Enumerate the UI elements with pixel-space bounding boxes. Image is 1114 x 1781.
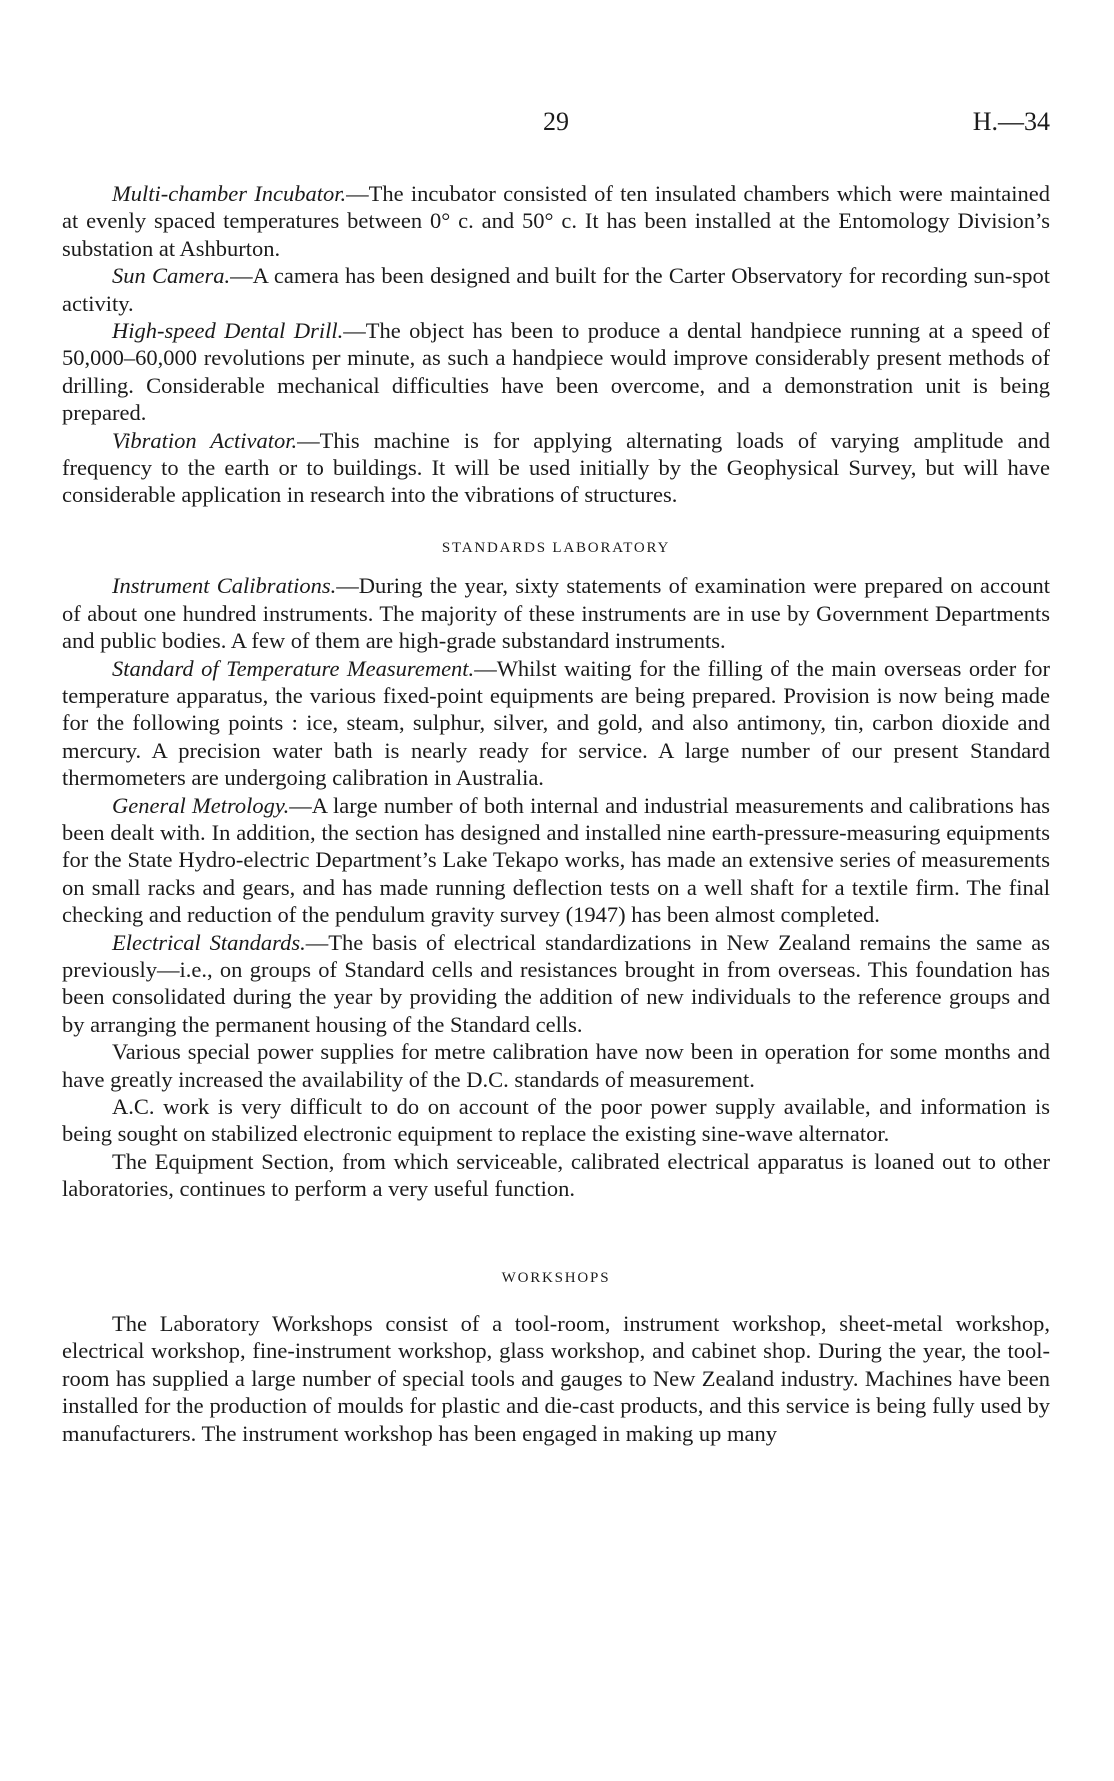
paragraph (62, 427, 1050, 509)
paragraph-lead: General Metrology. (112, 792, 290, 818)
paragraph-lead: High-speed Dental Drill. (112, 318, 344, 344)
paragraph (62, 792, 1050, 929)
page-number: 29 (543, 107, 569, 136)
standards-section (62, 572, 1050, 1202)
intro-section (62, 180, 1050, 509)
paragraph-lead: Multi-chamber Incubator. (112, 181, 347, 206)
paragraph-text: —The object has been to produce a dental handpiece running at a speed of 50,000–60,000 revolutions per minute, as such a handpiece would improve considerably present methods of drilling. Considerable mechanical difficulties have been overcome, and a demonstration unit is being prepared. (62, 318, 1050, 426)
paragraph-lead: Electrical Standards. (112, 929, 306, 955)
paragraph (62, 262, 1050, 317)
paragraph-text: —A large number of both internal and industrial measurements and calibrations has been dealt with. In addition, the section has designed and installed nine earth-pressure-measuring equipments for the State Hydro-electric Department’s Lake Tekapo works, has made an extensive series of measurements on small racks and gears, and has made running deflection tests on a well shaft for a textile firm. The final checking and reduction of the pendulum gravity survey (1947) has been almost completed. (62, 792, 1050, 928)
document-reference: H.—34 (972, 107, 1050, 136)
paragraph-text: —The basis of electrical standardizations in New Zealand remains the same as previously—i.e., on groups of Standard cells and resistances brought in from overseas. This foundation has been consolidated during the year by providing the addition of new individuals to the reference groups and by arranging the permanent housing of the Standard cells. (62, 929, 1050, 1037)
paragraph-text: —A camera has been designed and built for the Carter Observatory for recording sun-spot activity. (62, 263, 1050, 316)
paragraph (62, 572, 1050, 654)
paragraph-text: —The incubator consisted of ten insulated chambers which were maintained at evenly spaced temperatures between 0° c. and 50° c. It has been installed at the Entomology Division’s substation at Ashburton. (62, 181, 1050, 261)
paragraph-text: —Whilst waiting for the filling of the main overseas order for temperature apparatus, the various fixed-point equipments are being prepared. Provision is now being made for the following points : ice, steam, sulphur, silver, and gold, and also antimony, tin, carbon dioxide and mercury. A precision water bath is nearly ready for service. A large number of our present Standard thermometers are undergoing calibration in Australia. (62, 655, 1050, 791)
paragraph (62, 1038, 1050, 1093)
paragraph-lead: Sun Camera. (112, 263, 231, 289)
paragraph-text: —This machine is for applying alternating loads of varying amplitude and frequency to the earth or to buildings. It will be used initially by the Geophysical Survey, but will have considerable application in research into the vibrations of structures. (62, 427, 1050, 508)
paragraph-text: A.C. work is very difficult to do on account of the poor power supply available, and information is being sought on stabilized electronic equipment to replace the existing sine-wave alternator. (62, 1094, 1050, 1147)
paragraph-lead: Vibration Activator. (112, 427, 298, 453)
paragraph (62, 1093, 1050, 1148)
paragraph (62, 317, 1050, 427)
paragraph (62, 180, 1050, 262)
page-header (62, 108, 1050, 142)
paragraph (62, 1148, 1050, 1203)
paragraph-lead: Standard of Temperature Measurement. (112, 655, 475, 681)
paragraph (62, 929, 1050, 1039)
paragraph (62, 1310, 1050, 1447)
section-heading-standards: STANDARDS LABORATORY (441, 539, 671, 556)
paragraph (62, 655, 1050, 792)
workshops-section (62, 1310, 1050, 1447)
paragraph-text: The Laboratory Workshops consist of a tool-room, instrument workshop, sheet-metal workshop, electrical workshop, fine-instrument workshop, glass workshop, and cabinet shop. During the year, the tool-room has supplied a large number of special tools and gauges to New Zealand industry. Machines have been installed for the production of moulds for plastic and die-cast products, and this service is being fully used by manufacturers. The instrument workshop has been engaged in making up many (62, 1311, 1050, 1446)
paragraph-text: The Equipment Section, from which serviceable, calibrated electrical apparatus is loaned out to other laboratories, continues to perform a very useful function. (62, 1148, 1050, 1202)
paragraph-text: Various special power supplies for metre calibration have now been in operation for some months and have greatly increased the availability of the D.C. standards of measurement. (62, 1039, 1050, 1092)
paragraph-lead: Instrument Calibrations. (112, 573, 337, 599)
section-heading-workshops: WORKSHOPS (501, 1269, 611, 1286)
paragraph-text: —During the year, sixty statements of examination were prepared on account of about one hundred instruments. The majority of these instruments are in use by Government Departments and public bodies. A few of them are high-grade substandard instruments. (62, 573, 1050, 654)
